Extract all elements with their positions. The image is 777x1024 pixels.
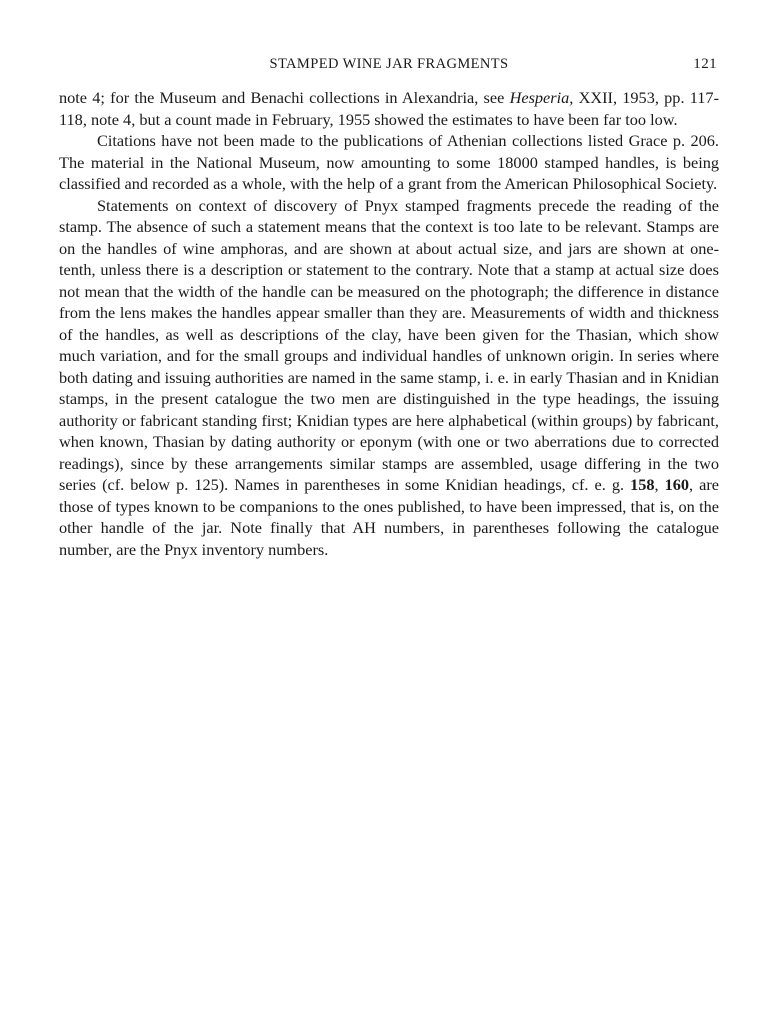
- paragraph-2: Citations have not been made to the publications of Athenian collections listed Grace p. 206. The material in the National Museum, now amounting to some 18000 stamped handles, is being classified and recorded as a whole, with the help of a grant from the American Philosophical Society.: [59, 131, 719, 193]
- running-head: [59, 52, 719, 76]
- paragraph-3-text: Statements on context of discovery of Pnyx stamped fragments precede the reading of the stamp. The absence of such a statement means that the context is too late to be relevant. Stamps are on the handles of wine amphoras, and are shown at about actual size, and jars are shown at one-tenth, unless there is a description or statement to the contrary. Note that a stamp at actual size does not mean that the width of the handle can be measured on the photograph; the difference in distance from the lens makes the handles appear smaller than they are. Measurements of width and thickness of the handles, as well as descriptions of the clay, have been given for the Thasian, which show much variation, and for the small groups and individual handles of unknown origin. In series where both dating and issuing authorities are named in the same stamp, i. e. in early Thasian and in Knidian stamps, in the present catalogue the two men are distinguished in the type headings, the issuing authority or fabricant standing first; Knidian types are here alphabetical (within groups) by fabricant, when known, Thasian by dating authority or eponym (with one or two aberrations due to corrected readings), since by these arrangements similar stamps are assembled, usage differing in the two series (cf. below p. 125). Names in parentheses in some Knidian headings, cf. e. g.: [59, 195, 719, 494]
- paragraph-1-text: note 4; for the Museum and Benachi collections in Alexandria, see: [59, 88, 510, 107]
- paragraph-1-text-cont: XXII, 1953, pp. 117-118, note 4, but a count made in February, 1955 showed the estimates to have been far too low.: [59, 88, 719, 129]
- body-text: [59, 87, 719, 560]
- paragraph-1: [59, 87, 719, 130]
- running-title: STAMPED WINE JAR FRAGMENTS: [269, 56, 509, 72]
- catalogue-ref-158: 158: [630, 475, 655, 494]
- paragraph-3-separator: ,: [654, 475, 665, 494]
- document-page: [59, 52, 719, 560]
- journal-title-hesperia: Hesperia,: [509, 88, 574, 107]
- catalogue-ref-160: 160: [664, 475, 690, 494]
- paragraph-3: [59, 195, 719, 561]
- paragraph-3-text-cont: , are those of types known to be companions to the ones published, to have been impressed, that is, on the other handle of the jar. Note finally that AH numbers, in parentheses following the catalogue number, are the Pnyx inventory numbers.: [59, 475, 720, 559]
- page-number: 121: [693, 56, 717, 72]
